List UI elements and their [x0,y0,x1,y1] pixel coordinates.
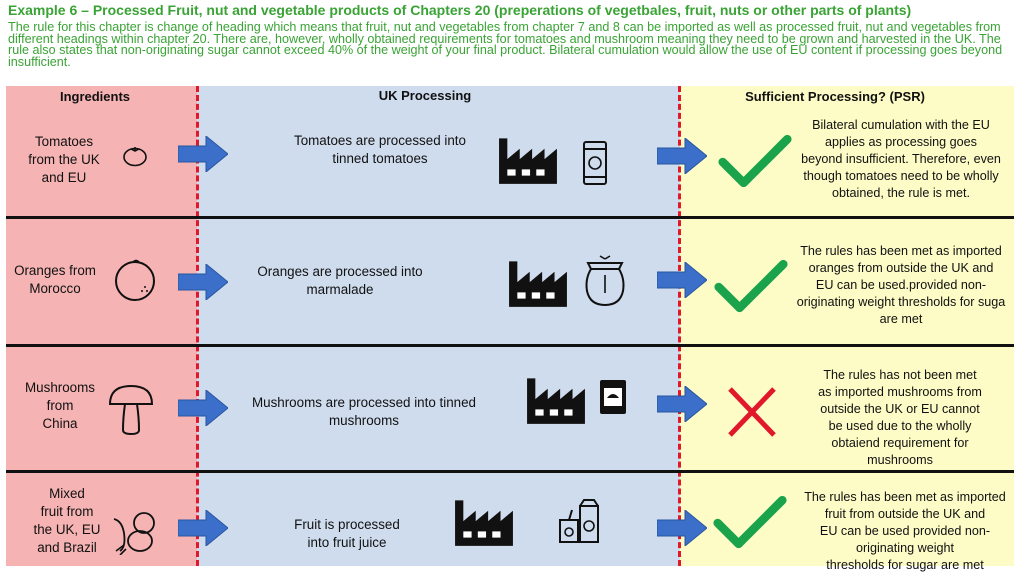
mixed-fruit-icon [110,505,160,555]
processing-text: Mushrooms are processed into tinned mushrooms [251,395,477,428]
psr-text: The rules has not been met as imported mushrooms from outside the UK or EU cannot be used due to the wholly obtaiend requirement for mushrooms [818,368,982,467]
ingredient-label: Tomatoes from the UK and EU [28,134,100,185]
flow-arrow [178,136,228,172]
marmalade-jar-icon [580,255,630,307]
header-uk-processing: UK Processing [378,88,472,103]
psr-text: The rules has been met as imported fruit from outside the UK and EU can be used provided non- originating weight thresholds for sugar are met [804,490,1006,572]
tomato-icon [121,143,149,167]
processing-text: Tomatoes are processed into tinned tomatoes [294,133,466,166]
mushroom-icon [106,382,156,436]
check-icon [712,494,788,552]
header-ingredients: Ingredients [59,89,131,104]
orange-icon [112,258,158,302]
psr-text: The rules has been met as imported oranges from outside the UK and EU can be used.provided non- originating weight thresholds for suga are met [796,244,1006,326]
ingredient-label: Oranges from Morocco [14,263,96,296]
row-divider [6,470,1014,473]
row-divider [6,216,1014,219]
ingredient-label: Mushrooms from China [25,380,95,431]
page-title: Example 6 – Processed Fruit, nut and vegetable products of Chapters 20 (preperations of vegetbales, fruit, nuts or other parts of plants) [8,2,912,18]
flow-arrow [178,264,228,300]
processing-text: Fruit is processed into fruit juice [294,517,400,550]
tinned-tomatoes-icon [582,140,608,186]
ingredient-label: Mixed fruit from the UK, EU and Brazil [33,486,101,555]
processing-text: Oranges are processed into marmalade [257,264,423,297]
flow-arrow [178,510,228,546]
factory-icon [525,370,587,424]
flow-arrow [657,510,707,546]
check-icon [717,133,793,191]
row-divider [6,344,1014,347]
psr-text: Bilateral cumulation with the EU applies as processing goes beyond insufficient. Therefore, even though tomatoes need to be wholly obtained, the rule is met. [801,118,1001,200]
flow-arrow [657,386,707,422]
factory-icon [497,130,559,184]
header-psr: Sufficient Processing? (PSR) [745,89,925,104]
cross-icon [722,383,782,441]
factory-icon [453,492,515,546]
flow-arrow [657,138,707,174]
tinned-mushrooms-icon [598,378,628,416]
intro-paragraph: The rule for this chapter is change of heading which means that fruit, nut and vegetables from chapter 7 and 8 can be imported as well as processed fruit, nut and vegetables from different headings within chapter 20. There are, however, wholly obtained requirements for tomatoes and mushroom meaning they need to be grown and harvested in the UK. The rule also states that non-originating sugar cannot exceed 40% of the weight of your final product. Bilateral cumulation would allow the use of EU content if processing goes beyond insufficient. [8,20,1003,69]
fruit-juice-icon [556,498,604,544]
factory-icon [507,253,569,307]
flow-arrow [657,262,707,298]
flow-arrow [178,390,228,426]
